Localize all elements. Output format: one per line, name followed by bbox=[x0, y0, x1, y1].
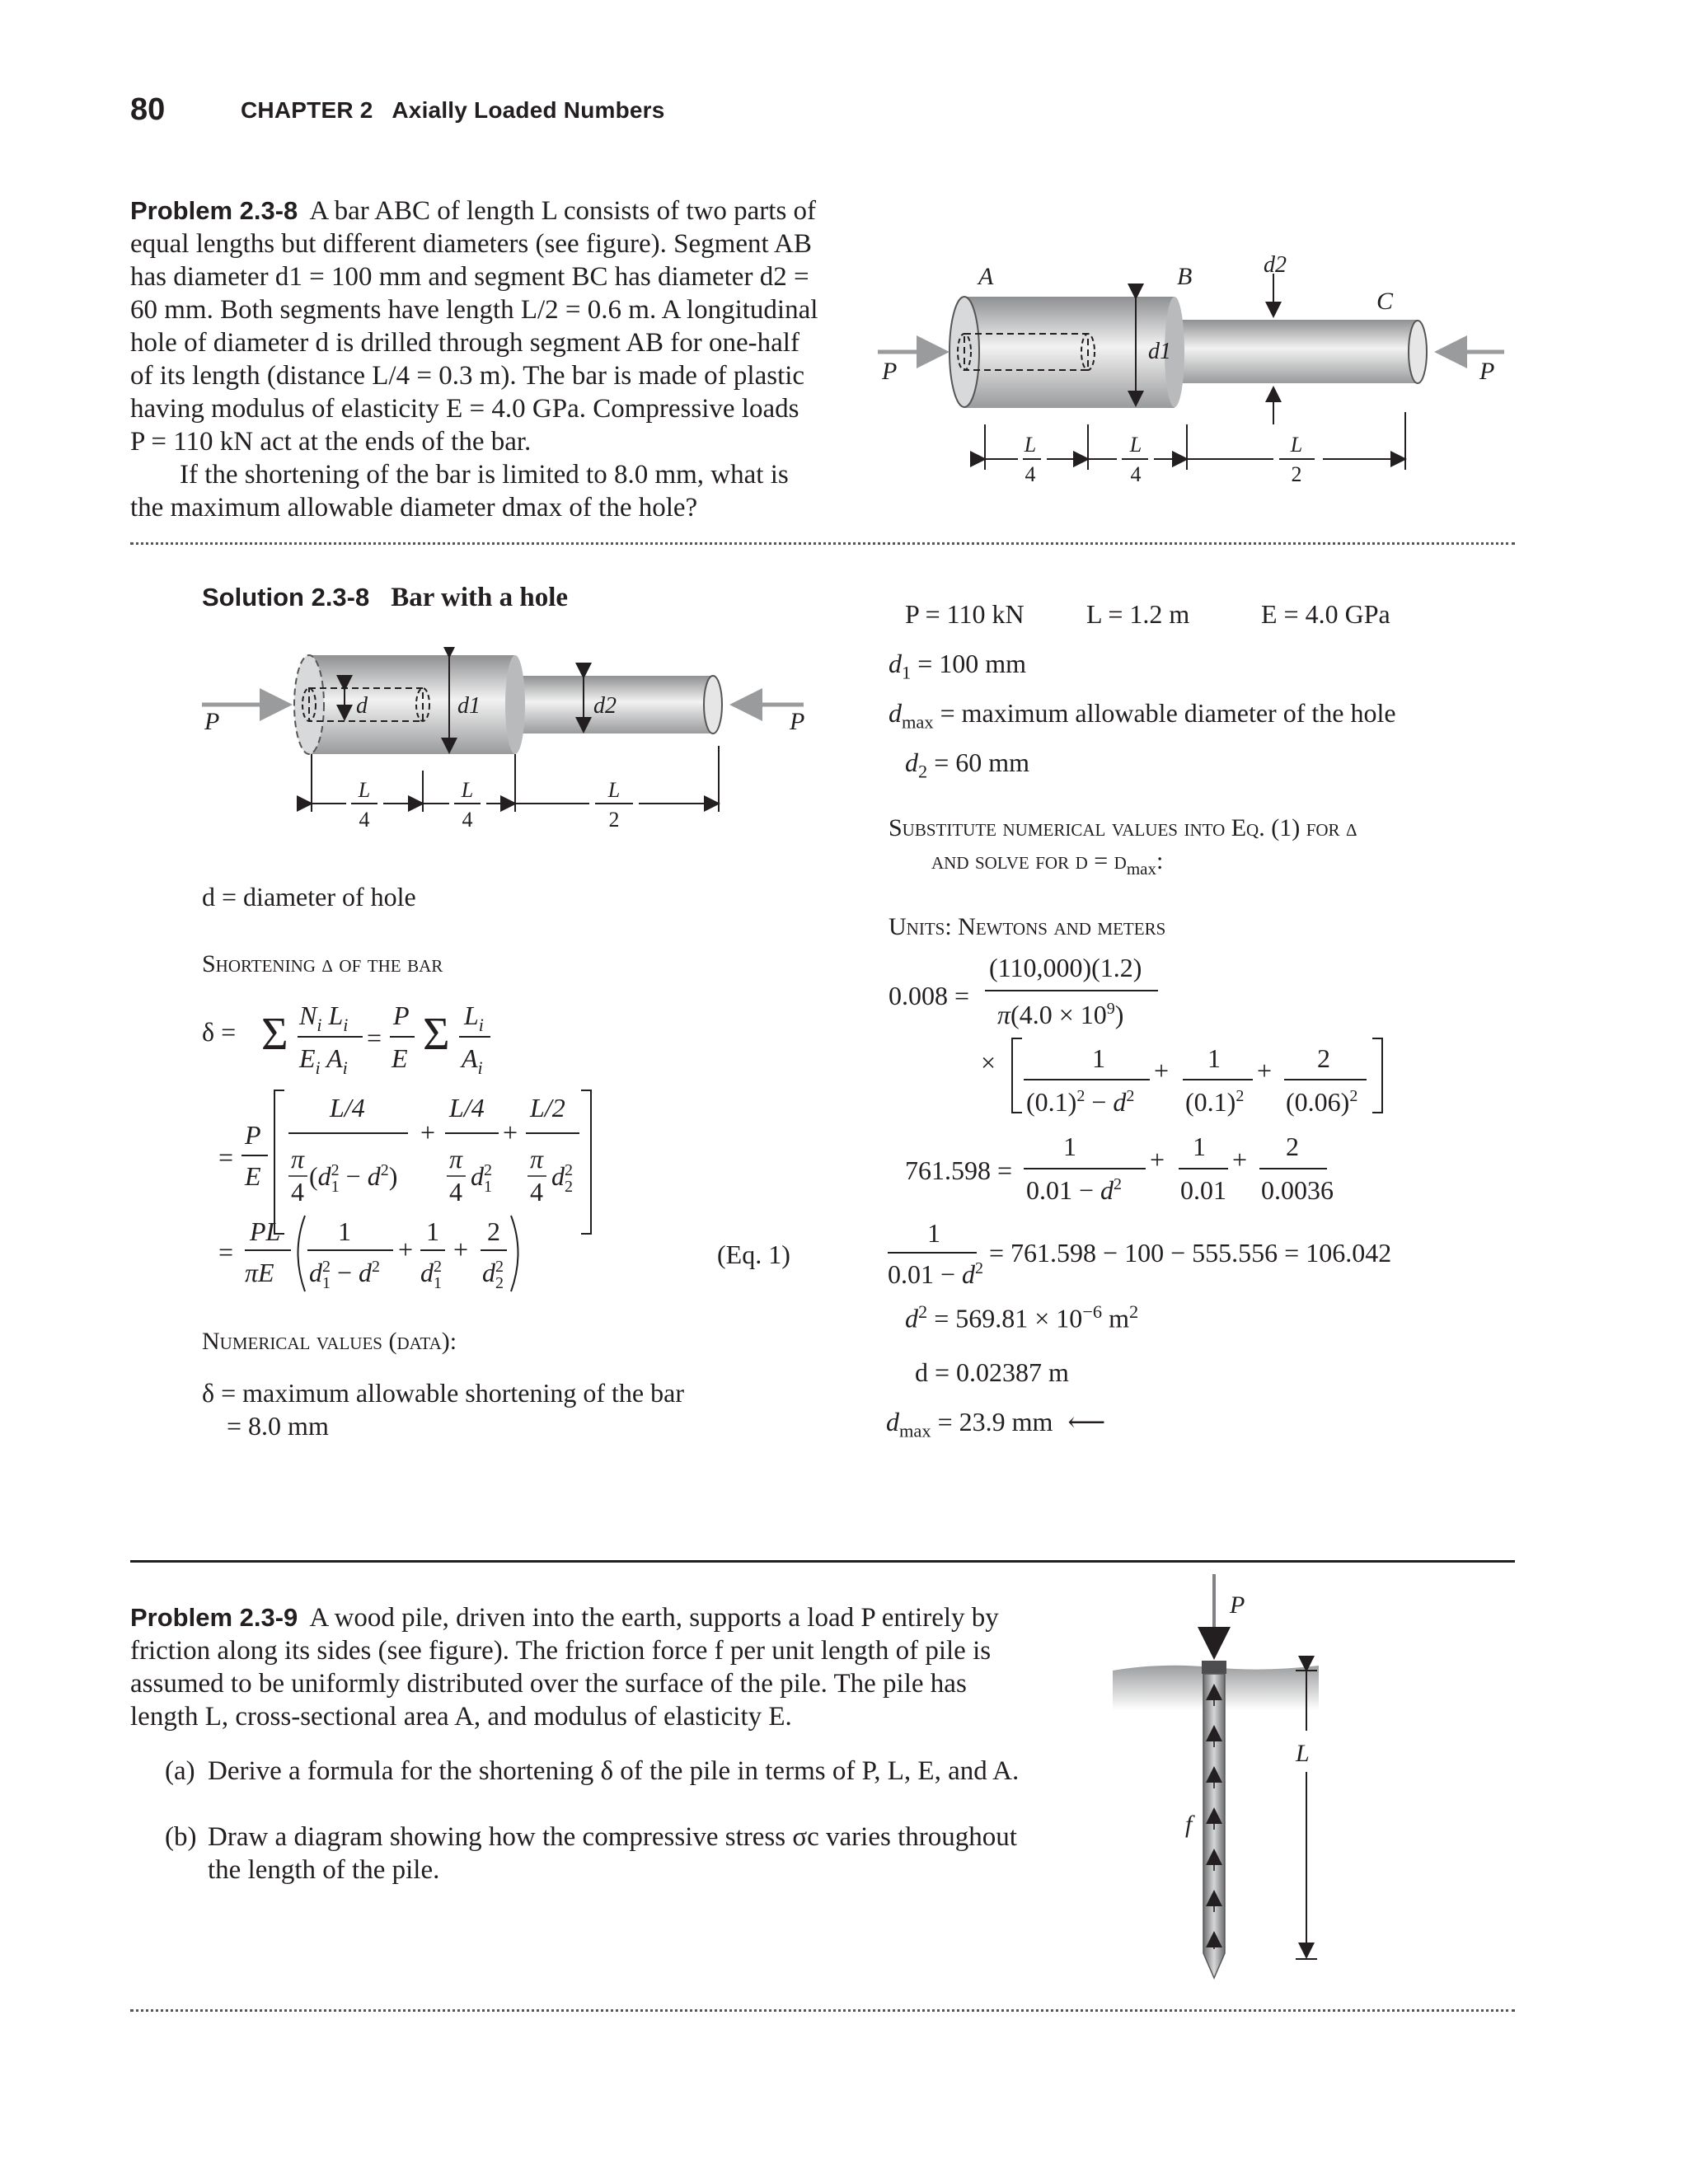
svg-text:4: 4 bbox=[530, 1177, 543, 1207]
dmax-value: = 23.9 mm bbox=[937, 1407, 1053, 1436]
svg-text:d21: $d^2$ 1 bbox=[420, 1258, 442, 1292]
svg-text:E: E bbox=[245, 1161, 261, 1191]
dmax-line: $d_{max} = 23.9$ mm ⟵ bbox=[886, 1407, 1106, 1441]
d-squared-exponent: −6 bbox=[1082, 1301, 1103, 1322]
eq1-label: (Eq. 1) bbox=[717, 1240, 790, 1269]
problem-question: If the shortening of the bar is limited to 8.0 mm, what is the maximum allowable diameter dmax of the hole? bbox=[130, 460, 789, 523]
label-b: B bbox=[1177, 263, 1193, 290]
label-d: d bbox=[356, 693, 368, 719]
svg-text:2: 2 bbox=[1286, 1132, 1299, 1161]
answer-arrow: ⟵ bbox=[1067, 1407, 1106, 1436]
given-dmax: $d_{max}$ = maximum allowable diameter of the hole bbox=[889, 698, 1396, 733]
svg-text:=: = bbox=[367, 1023, 382, 1052]
svg-text:(0.06)2: $(0.06)^2$ bbox=[1286, 1087, 1358, 1117]
svg-text:Ei Ai: $E_i$ $A_i$ bbox=[299, 1043, 348, 1078]
dotted-divider-bottom bbox=[130, 2009, 1515, 2012]
label-d1: d1 bbox=[457, 693, 481, 719]
label-p-right: P bbox=[1479, 358, 1495, 385]
problem-part-b bbox=[165, 1821, 1039, 1886]
svg-text:πE: πE bbox=[245, 1258, 274, 1287]
numerator-110000: (110,000)(1.2) bbox=[989, 953, 1142, 982]
given-d2-value: = 60 mm bbox=[934, 748, 1030, 777]
svg-text:P: P bbox=[393, 1001, 410, 1030]
bar-with-hole-figure bbox=[198, 647, 812, 837]
shortening-heading: Shortening δ of the bar bbox=[202, 950, 443, 977]
svg-text:Li: $L_i$ bbox=[464, 1001, 484, 1035]
substitute-line-1: Substitute numerical values into Eq. (1) for δ bbox=[889, 814, 1357, 841]
svg-text:Σ: Σ bbox=[423, 1009, 450, 1060]
svg-text:d22: $d^2$ 2 bbox=[482, 1258, 504, 1292]
svg-text:=: = bbox=[218, 1142, 234, 1172]
svg-text:d22: $d^2$ 2 bbox=[551, 1161, 573, 1196]
svg-text:0.01 − d2: $0.01 - d^2$ bbox=[888, 1259, 984, 1289]
svg-text:2: 2 bbox=[1317, 1043, 1330, 1073]
label-c: C bbox=[1376, 288, 1394, 315]
problem-title: Problem 2.3-8 bbox=[130, 196, 298, 225]
svg-text:1: 1 bbox=[927, 1218, 940, 1248]
svg-text:4: 4 bbox=[291, 1177, 304, 1207]
svg-text:P: P bbox=[245, 1120, 261, 1150]
svg-text:4: 4 bbox=[359, 808, 370, 832]
svg-text:(0.1)2 − d2: $(0.1)^2 - d^2$ bbox=[1026, 1087, 1135, 1117]
svg-text:Ni Li: $N_i$ $L_i$ bbox=[299, 1001, 349, 1035]
label-p-right: P bbox=[790, 708, 805, 735]
svg-text:+: + bbox=[1232, 1145, 1248, 1174]
svg-text:1: 1 bbox=[1063, 1132, 1076, 1161]
dimension-lines bbox=[985, 412, 1405, 470]
svg-text:4: 4 bbox=[449, 1177, 462, 1207]
svg-text:Ai: $A_i$ bbox=[462, 1043, 483, 1078]
part-a-label: (a) bbox=[165, 1756, 195, 1786]
given-d2: $d_2 = 60$ mm bbox=[905, 748, 1030, 782]
svg-text:+: + bbox=[398, 1235, 414, 1264]
svg-text:4: 4 bbox=[1025, 462, 1036, 486]
solution-header bbox=[202, 583, 568, 613]
svg-text:1: 1 bbox=[1207, 1043, 1221, 1073]
label-p: P bbox=[1230, 1591, 1245, 1619]
problem-title: Problem 2.3-9 bbox=[130, 1603, 298, 1632]
label-p-left: P bbox=[882, 358, 898, 385]
svg-text:=: = bbox=[218, 1237, 234, 1267]
label-p-left: P bbox=[204, 708, 220, 735]
svg-text:L/4: L/4 bbox=[449, 1093, 485, 1122]
bar-shape bbox=[950, 297, 1427, 408]
svg-text:L: L bbox=[461, 778, 474, 802]
problem-text: A wood pile, driven into the earth, supports a load P entirely by friction along its sides (see figure). The friction force f per unit length of pile is assumed to be uniformly distributed over the surface of the pile. The pile has length L, cross-sectional area A, and modulus of elasticity E. bbox=[130, 1603, 999, 1732]
svg-text:L: L bbox=[607, 778, 621, 802]
svg-text:+: + bbox=[503, 1118, 518, 1147]
svg-text:(d21 − d2): ($d^2$ $1 - d^2$) bbox=[309, 1161, 398, 1196]
problem-2-3-8 bbox=[130, 194, 818, 524]
svg-text:0.0036: 0.0036 bbox=[1261, 1175, 1334, 1205]
substitute-line-2: and solve for $d = d_{max}$: bbox=[931, 847, 1164, 879]
label-l: L bbox=[1296, 1740, 1310, 1767]
problem-2-3-9 bbox=[130, 1601, 1037, 1733]
section-rule bbox=[130, 1560, 1515, 1563]
lhs-761: 761.598 = bbox=[905, 1155, 1013, 1185]
svg-text:0.01 − d2: $0.01 - d^2$ bbox=[1026, 1175, 1123, 1205]
svg-text:2: 2 bbox=[608, 808, 620, 832]
label-f: f bbox=[1185, 1811, 1193, 1838]
svg-text:E: E bbox=[392, 1043, 408, 1073]
svg-text:1: 1 bbox=[1092, 1043, 1105, 1073]
d-squared-unit: m bbox=[1109, 1303, 1130, 1333]
svg-text:L: L bbox=[1290, 433, 1303, 457]
label-d1: d1 bbox=[1148, 339, 1171, 364]
d-squared-line: $d^2 = 569.81 \times 10^{-6}$ $m^2$ bbox=[905, 1301, 1139, 1333]
svg-text:+: + bbox=[1257, 1056, 1273, 1085]
label-a: A bbox=[978, 263, 994, 290]
label-d2: d2 bbox=[1264, 252, 1287, 278]
svg-text:1: 1 bbox=[338, 1216, 351, 1246]
result-line: = 761.598 − 100 − 555.556 = 106.042 bbox=[989, 1238, 1392, 1268]
problem-text: A bar ABC of length L consists of two parts of equal lengths but different diameters (see figure). Segment AB has diameter d1 = 100 mm and segment BC has diameter d2 = 60 mm. Both segments have length L/2 = 0.6 m. A longitudinal hole of diameter d is drilled through segment AB for one-half of its length (distance L/4 = 0.3 m). The bar is made of plastic having modulus of elasticity E = 4.0 GPa. Compressive loads P = 110 kN act at the ends of the bar. bbox=[130, 196, 818, 457]
svg-text:2: 2 bbox=[1291, 462, 1302, 486]
chapter-title: CHAPTER 2 Axially Loaded Numbers bbox=[241, 97, 665, 123]
solution-subtitle: Bar with a hole bbox=[391, 583, 569, 612]
given-l: L = 1.2 m bbox=[1086, 599, 1190, 629]
given-p: P = 110 kN bbox=[905, 599, 1025, 629]
part-a-text: Derive a formula for the shortening δ of the pile in terms of P, L, E, and A. bbox=[208, 1756, 1020, 1786]
svg-text:π: π bbox=[530, 1144, 544, 1174]
svg-text:δ =: δ = bbox=[202, 1017, 237, 1047]
svg-text:4: 4 bbox=[1130, 462, 1142, 486]
substitute-text: and solve for d = d bbox=[931, 847, 1127, 874]
substitution-equations bbox=[981, 948, 1442, 1220]
dotted-divider bbox=[130, 542, 1515, 545]
d-line: d = 0.02387 m bbox=[915, 1357, 1069, 1387]
problem-part-a bbox=[165, 1755, 1039, 1788]
lhs-0008: 0.008 = bbox=[889, 981, 970, 1010]
svg-text:L: L bbox=[1024, 433, 1037, 457]
reciprocal-fraction bbox=[886, 1216, 985, 1290]
svg-text:×: × bbox=[981, 1047, 996, 1077]
svg-text:1: 1 bbox=[1193, 1132, 1206, 1161]
delta-definition: δ = maximum allowable shortening of the bar bbox=[202, 1378, 684, 1408]
svg-text:L: L bbox=[1129, 433, 1142, 457]
svg-text:Σ: Σ bbox=[261, 1009, 288, 1060]
svg-text:PL: PL bbox=[250, 1216, 281, 1246]
svg-text:2: 2 bbox=[487, 1216, 500, 1246]
delta-value: = 8.0 mm bbox=[227, 1411, 329, 1441]
svg-text:π: π bbox=[449, 1144, 463, 1174]
solution-title: Solution 2.3-8 bbox=[202, 583, 370, 612]
units-line: Units: Newtons and meters bbox=[889, 913, 1166, 940]
svg-text:L/2: L/2 bbox=[530, 1093, 565, 1122]
svg-text:+: + bbox=[453, 1235, 469, 1264]
svg-text:L: L bbox=[358, 778, 371, 802]
wood-pile-figure bbox=[1113, 1570, 1385, 1982]
svg-text:π: π bbox=[291, 1144, 305, 1174]
d-squared-value: = 569.81 × 10 bbox=[934, 1303, 1083, 1333]
svg-text:1: 1 bbox=[426, 1216, 439, 1246]
given-d1-value: = 100 mm bbox=[917, 649, 1027, 678]
svg-text:d21: $d^2$ 1 bbox=[471, 1161, 492, 1196]
label-d2: d2 bbox=[593, 693, 617, 719]
bar-abc-figure bbox=[870, 247, 1512, 494]
part-b-label: (b) bbox=[165, 1822, 197, 1852]
page-number: 80 bbox=[130, 92, 166, 127]
svg-text:+: + bbox=[1154, 1056, 1170, 1085]
svg-text:L/4: L/4 bbox=[330, 1093, 365, 1122]
svg-text:0.01: 0.01 bbox=[1180, 1175, 1226, 1205]
d-definition: d = diameter of hole bbox=[202, 882, 416, 912]
svg-text:(0.1)2: $(0.1)^2$ bbox=[1185, 1087, 1245, 1117]
svg-text:d21 − d2: $d^2$ $1 - d^2$ bbox=[309, 1258, 381, 1292]
part-b-text: Draw a diagram showing how the compressive stress σc varies throughout the length of the pile. bbox=[208, 1822, 1017, 1885]
svg-text:4: 4 bbox=[462, 808, 473, 832]
svg-text:+: + bbox=[420, 1118, 436, 1147]
numerical-heading: Numerical values (data): bbox=[202, 1328, 457, 1355]
given-d1: $d_1 = 100$ mm bbox=[889, 649, 1027, 683]
svg-text:+: + bbox=[1150, 1145, 1165, 1174]
svg-text:π(4.0 × 109): $\pi(4.0 \times 10^9)$ bbox=[997, 1000, 1124, 1029]
given-e: E = 4.0 GPa bbox=[1261, 599, 1390, 629]
given-dmax-value: = maximum allowable diameter of the hole bbox=[940, 698, 1396, 728]
